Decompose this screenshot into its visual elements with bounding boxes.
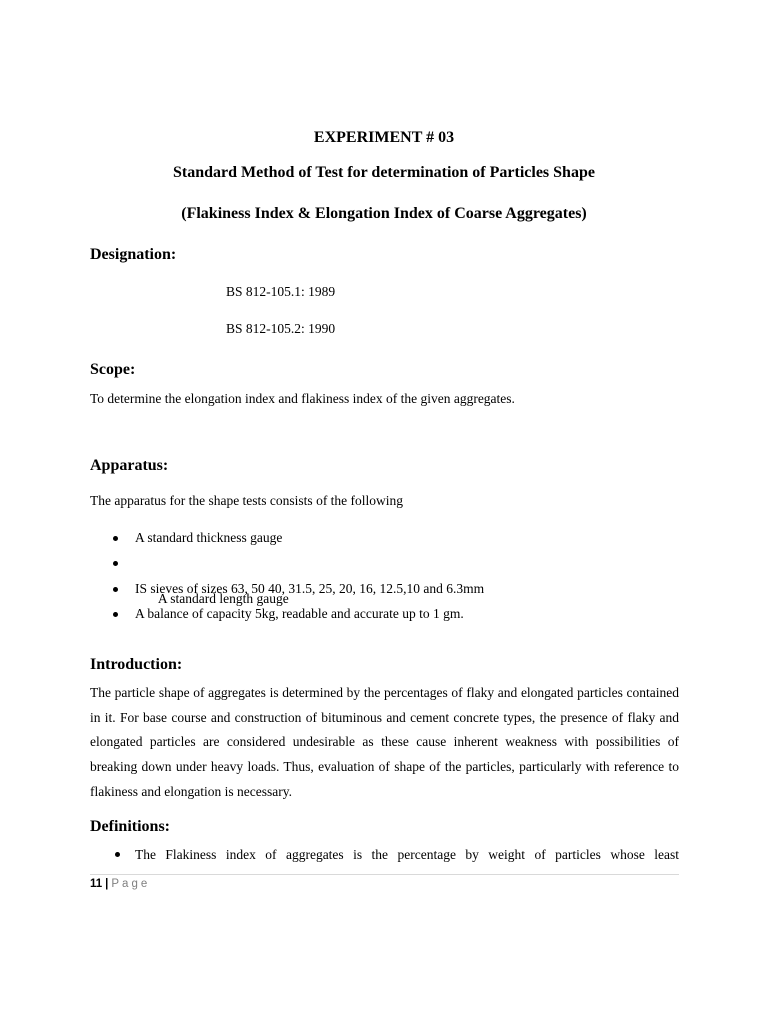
- scope-heading: Scope:: [90, 361, 136, 378]
- apparatus-item-text: A standard thickness gauge: [135, 530, 283, 545]
- footer-divider: [90, 874, 679, 875]
- experiment-main-title: Standard Method of Test for determination of Particles Shape: [173, 164, 595, 181]
- bullet-icon: [113, 612, 118, 617]
- apparatus-heading: Apparatus:: [90, 457, 169, 474]
- footer-separator: |: [105, 878, 109, 890]
- apparatus-item-text: IS sieves of sizes 63, 50 40, 31.5, 25, 20, 16, 12.5,10 and 6.3mm: [135, 580, 485, 596]
- designation-line-1: BS 812-105.1: 1989: [226, 284, 336, 299]
- bullet-icon: [113, 587, 118, 592]
- page-footer: [90, 876, 150, 892]
- bullet-icon: [113, 561, 118, 566]
- apparatus-list: [90, 529, 484, 630]
- apparatus-intro: The apparatus for the shape tests consists of the following: [90, 493, 404, 508]
- page-label: Page: [111, 878, 151, 890]
- list-item: [90, 580, 484, 605]
- definitions-heading: Definitions:: [90, 818, 170, 835]
- apparatus-item-text: A standard length gauge: [155, 591, 289, 607]
- definition-text: The Flakiness index of aggregates is the percentage by weight of particles whose least: [135, 847, 679, 862]
- definition-item: [90, 845, 679, 865]
- introduction-heading: Introduction:: [90, 656, 183, 673]
- introduction-text: The particle shape of aggregates is determined by the percentages of flaky and elongated particles contained in it. For base course and construction of bituminous and cement concrete types, the presence of flaky and elongated particles are considered undesirable as these cause inherent weakness with possibilities of breaking down under heavy loads. Thus, evaluation of shape of the particles, particularly with reference to flakiness and elongation is necessary.: [90, 685, 679, 799]
- list-item: [90, 605, 484, 630]
- bullet-icon: [113, 536, 118, 541]
- page-number: 11: [90, 878, 103, 890]
- scope-text: To determine the elongation index and flakiness index of the given aggregates.: [90, 391, 515, 406]
- experiment-number-title: EXPERIMENT # 03: [313, 129, 455, 146]
- designation-line-2: BS 812-105.2: 1990: [226, 321, 336, 336]
- list-item: [90, 529, 484, 554]
- designation-heading: Designation:: [90, 246, 177, 263]
- bullet-icon: [115, 852, 120, 857]
- experiment-subtitle: (Flakiness Index & Elongation Index of Coarse Aggregates): [181, 205, 587, 222]
- apparatus-item-text: A balance of capacity 5kg, readable and accurate up to 1 gm.: [135, 605, 464, 621]
